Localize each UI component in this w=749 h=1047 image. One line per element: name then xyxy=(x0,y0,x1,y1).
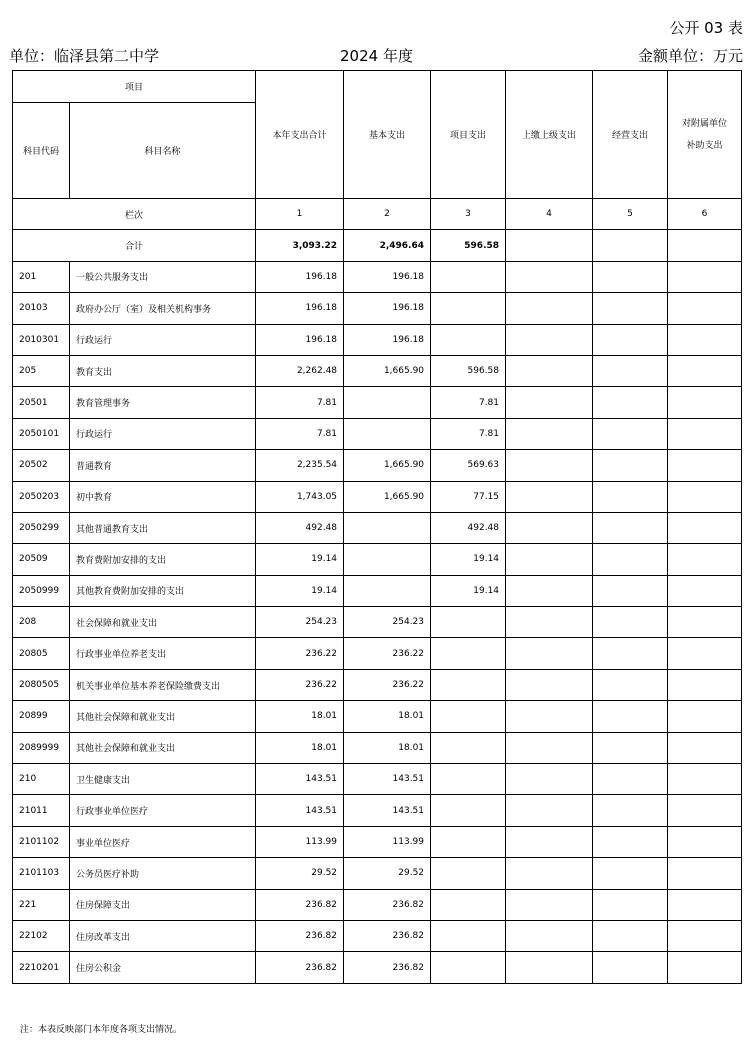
total-sum: 3,093.22 xyxy=(256,230,344,261)
row-upper xyxy=(506,512,593,543)
table-row xyxy=(13,387,742,418)
row-basic: 236.82 xyxy=(344,952,431,983)
row-subsidy xyxy=(668,764,742,795)
row-basic xyxy=(344,575,431,606)
row-basic: 143.51 xyxy=(344,795,431,826)
row-project xyxy=(431,669,506,700)
row-upper xyxy=(506,418,593,449)
row-total: 196.18 xyxy=(256,324,344,355)
row-basic xyxy=(344,544,431,575)
row-total: 196.18 xyxy=(256,293,344,324)
row-subsidy xyxy=(668,701,742,732)
row-total: 143.51 xyxy=(256,795,344,826)
row-name: 住房改革支出 xyxy=(70,920,256,951)
table-row xyxy=(13,324,742,355)
row-project xyxy=(431,638,506,669)
row-basic: 236.82 xyxy=(344,889,431,920)
row-total: 236.22 xyxy=(256,669,344,700)
row-project xyxy=(431,826,506,857)
row-basic: 254.23 xyxy=(344,607,431,638)
row-basic: 196.18 xyxy=(344,324,431,355)
table-row xyxy=(13,638,742,669)
row-code: 20501 xyxy=(13,387,70,418)
row-upper xyxy=(506,544,593,575)
row-code: 21011 xyxy=(13,795,70,826)
row-name: 行政运行 xyxy=(70,324,256,355)
row-operating xyxy=(593,575,668,606)
row-name: 其他社会保障和就业支出 xyxy=(70,701,256,732)
row-subsidy xyxy=(668,355,742,386)
row-name: 其他社会保障和就业支出 xyxy=(70,732,256,763)
row-operating xyxy=(593,450,668,481)
row-upper xyxy=(506,669,593,700)
table-row xyxy=(13,575,742,606)
row-operating xyxy=(593,324,668,355)
row-total: 143.51 xyxy=(256,764,344,795)
row-total: 492.48 xyxy=(256,512,344,543)
total-label: 合计 xyxy=(13,230,256,261)
row-project xyxy=(431,261,506,292)
table-row xyxy=(13,544,742,575)
header-project: 项目 xyxy=(13,71,256,103)
table-row xyxy=(13,732,742,763)
row-operating xyxy=(593,512,668,543)
row-project xyxy=(431,858,506,889)
row-total: 236.22 xyxy=(256,638,344,669)
table-row xyxy=(13,858,742,889)
row-code: 2050299 xyxy=(13,512,70,543)
table-row xyxy=(13,952,742,983)
row-project xyxy=(431,701,506,732)
row-operating xyxy=(593,952,668,983)
row-subsidy xyxy=(668,732,742,763)
total-basic: 2,496.64 xyxy=(344,230,431,261)
row-code: 2089999 xyxy=(13,732,70,763)
row-basic xyxy=(344,512,431,543)
row-upper xyxy=(506,826,593,857)
row-total: 254.23 xyxy=(256,607,344,638)
table-row xyxy=(13,261,742,292)
row-upper xyxy=(506,450,593,481)
row-code: 22102 xyxy=(13,920,70,951)
total-row xyxy=(13,230,742,261)
row-name: 机关事业单位基本养老保险缴费支出 xyxy=(70,669,256,700)
row-subsidy xyxy=(668,450,742,481)
total-upper xyxy=(506,230,593,261)
row-operating xyxy=(593,701,668,732)
row-total: 19.14 xyxy=(256,544,344,575)
row-total: 236.82 xyxy=(256,889,344,920)
row-name: 其他教育费附加安排的支出 xyxy=(70,575,256,606)
row-project xyxy=(431,952,506,983)
row-upper xyxy=(506,387,593,418)
row-name: 卫生健康支出 xyxy=(70,764,256,795)
row-operating xyxy=(593,355,668,386)
form-number: 公开 03 表 xyxy=(669,19,743,37)
row-operating xyxy=(593,418,668,449)
row-subsidy xyxy=(668,512,742,543)
row-basic xyxy=(344,387,431,418)
total-project: 596.58 xyxy=(431,230,506,261)
row-basic: 236.82 xyxy=(344,920,431,951)
row-upper xyxy=(506,261,593,292)
row-total: 236.82 xyxy=(256,952,344,983)
table-row xyxy=(13,418,742,449)
row-upper xyxy=(506,858,593,889)
row-basic: 113.99 xyxy=(344,826,431,857)
row-name: 初中教育 xyxy=(70,481,256,512)
row-total: 2,235.54 xyxy=(256,450,344,481)
table-row xyxy=(13,889,742,920)
row-upper xyxy=(506,607,593,638)
table-row xyxy=(13,450,742,481)
row-basic xyxy=(344,418,431,449)
row-upper xyxy=(506,481,593,512)
row-upper xyxy=(506,293,593,324)
row-subsidy xyxy=(668,387,742,418)
row-operating xyxy=(593,732,668,763)
row-basic: 1,665.90 xyxy=(344,481,431,512)
row-upper xyxy=(506,638,593,669)
expenditure-table xyxy=(12,70,742,984)
row-subsidy xyxy=(668,889,742,920)
table-row xyxy=(13,512,742,543)
row-basic: 236.22 xyxy=(344,669,431,700)
row-code: 221 xyxy=(13,889,70,920)
table-row xyxy=(13,355,742,386)
row-basic: 18.01 xyxy=(344,732,431,763)
total-subsidy xyxy=(668,230,742,261)
row-total: 18.01 xyxy=(256,732,344,763)
row-operating xyxy=(593,607,668,638)
row-project xyxy=(431,920,506,951)
row-basic: 18.01 xyxy=(344,701,431,732)
index-1: 1 xyxy=(256,199,344,230)
row-project xyxy=(431,324,506,355)
row-code: 2101103 xyxy=(13,858,70,889)
row-project: 7.81 xyxy=(431,418,506,449)
table-row xyxy=(13,481,742,512)
row-code: 205 xyxy=(13,355,70,386)
row-upper xyxy=(506,889,593,920)
row-name: 教育管理事务 xyxy=(70,387,256,418)
row-name: 住房保障支出 xyxy=(70,889,256,920)
table-row xyxy=(13,701,742,732)
row-project: 569.63 xyxy=(431,450,506,481)
row-project: 19.14 xyxy=(431,544,506,575)
row-operating xyxy=(593,669,668,700)
row-project xyxy=(431,795,506,826)
table-row xyxy=(13,920,742,951)
table-row xyxy=(13,795,742,826)
row-project: 77.15 xyxy=(431,481,506,512)
row-subsidy xyxy=(668,544,742,575)
row-operating xyxy=(593,858,668,889)
row-name: 行政事业单位养老支出 xyxy=(70,638,256,669)
row-total: 18.01 xyxy=(256,701,344,732)
header-subsidy xyxy=(668,71,742,199)
row-subsidy xyxy=(668,858,742,889)
row-name: 住房公积金 xyxy=(70,952,256,983)
row-basic: 29.52 xyxy=(344,858,431,889)
row-code: 2050203 xyxy=(13,481,70,512)
row-upper xyxy=(506,732,593,763)
row-code: 210 xyxy=(13,764,70,795)
row-code: 201 xyxy=(13,261,70,292)
index-5: 5 xyxy=(593,199,668,230)
row-total: 113.99 xyxy=(256,826,344,857)
row-subsidy xyxy=(668,575,742,606)
row-project: 7.81 xyxy=(431,387,506,418)
index-3: 3 xyxy=(431,199,506,230)
row-subsidy xyxy=(668,324,742,355)
row-operating xyxy=(593,795,668,826)
row-code: 2050999 xyxy=(13,575,70,606)
index-6: 6 xyxy=(668,199,742,230)
row-total: 7.81 xyxy=(256,418,344,449)
row-name: 社会保障和就业支出 xyxy=(70,607,256,638)
row-subsidy xyxy=(668,826,742,857)
row-code: 2080505 xyxy=(13,669,70,700)
row-upper xyxy=(506,324,593,355)
row-name: 公务员医疗补助 xyxy=(70,858,256,889)
row-subsidy xyxy=(668,920,742,951)
row-operating xyxy=(593,293,668,324)
row-total: 19.14 xyxy=(256,575,344,606)
row-basic: 1,665.90 xyxy=(344,450,431,481)
row-code: 20502 xyxy=(13,450,70,481)
row-project xyxy=(431,889,506,920)
amount-unit: 金额单位：万元 xyxy=(637,47,743,65)
row-operating xyxy=(593,826,668,857)
row-name: 一般公共服务支出 xyxy=(70,261,256,292)
row-subsidy xyxy=(668,481,742,512)
header-total: 本年支出合计 xyxy=(256,71,344,199)
index-4: 4 xyxy=(506,199,593,230)
row-basic: 236.22 xyxy=(344,638,431,669)
header-upper: 上缴上级支出 xyxy=(506,71,593,199)
row-subsidy xyxy=(668,418,742,449)
unit-label: 单位：临泽县第二中学 xyxy=(9,47,160,65)
footnote: 注：本表反映部门本年度各项支出情况。 xyxy=(20,1025,183,1035)
header-project-expense: 项目支出 xyxy=(431,71,506,199)
row-total: 196.18 xyxy=(256,261,344,292)
row-name: 政府办公厅（室）及相关机构事务 xyxy=(70,293,256,324)
row-upper xyxy=(506,920,593,951)
header-code: 科目代码 xyxy=(13,103,70,199)
row-upper xyxy=(506,795,593,826)
row-operating xyxy=(593,889,668,920)
row-project: 492.48 xyxy=(431,512,506,543)
row-total: 236.82 xyxy=(256,920,344,951)
header-subsidy-line1: 对附属单位 xyxy=(682,118,728,129)
row-operating xyxy=(593,261,668,292)
index-label: 栏次 xyxy=(13,199,256,230)
table-row xyxy=(13,764,742,795)
row-project xyxy=(431,293,506,324)
table-row xyxy=(13,826,742,857)
row-subsidy xyxy=(668,293,742,324)
table-row xyxy=(13,607,742,638)
row-project: 19.14 xyxy=(431,575,506,606)
row-total: 7.81 xyxy=(256,387,344,418)
row-operating xyxy=(593,764,668,795)
row-name: 教育支出 xyxy=(70,355,256,386)
row-subsidy xyxy=(668,669,742,700)
row-name: 其他普通教育支出 xyxy=(70,512,256,543)
index-2: 2 xyxy=(344,199,431,230)
row-subsidy xyxy=(668,261,742,292)
header-operating: 经营支出 xyxy=(593,71,668,199)
row-subsidy xyxy=(668,795,742,826)
row-code: 2210201 xyxy=(13,952,70,983)
row-code: 2101102 xyxy=(13,826,70,857)
row-operating xyxy=(593,544,668,575)
row-subsidy xyxy=(668,952,742,983)
row-basic: 143.51 xyxy=(344,764,431,795)
row-name: 事业单位医疗 xyxy=(70,826,256,857)
row-upper xyxy=(506,355,593,386)
row-upper xyxy=(506,701,593,732)
row-subsidy xyxy=(668,607,742,638)
row-code: 20509 xyxy=(13,544,70,575)
row-code: 2050101 xyxy=(13,418,70,449)
index-row xyxy=(13,199,742,230)
row-project xyxy=(431,607,506,638)
row-operating xyxy=(593,481,668,512)
row-basic: 196.18 xyxy=(344,293,431,324)
table-row xyxy=(13,293,742,324)
row-basic: 1,665.90 xyxy=(344,355,431,386)
row-name: 教育费附加安排的支出 xyxy=(70,544,256,575)
row-operating xyxy=(593,638,668,669)
row-name: 行政事业单位医疗 xyxy=(70,795,256,826)
row-code: 20103 xyxy=(13,293,70,324)
row-total: 1,743.05 xyxy=(256,481,344,512)
row-code: 2010301 xyxy=(13,324,70,355)
row-upper xyxy=(506,952,593,983)
row-project xyxy=(431,764,506,795)
total-operating xyxy=(593,230,668,261)
row-project xyxy=(431,732,506,763)
row-operating xyxy=(593,920,668,951)
header-basic: 基本支出 xyxy=(344,71,431,199)
row-total: 2,262.48 xyxy=(256,355,344,386)
row-subsidy xyxy=(668,638,742,669)
row-basic: 196.18 xyxy=(344,261,431,292)
row-upper xyxy=(506,575,593,606)
fiscal-year: 2024 年度 xyxy=(340,47,413,65)
table-row xyxy=(13,669,742,700)
row-operating xyxy=(593,387,668,418)
row-project: 596.58 xyxy=(431,355,506,386)
row-name: 行政运行 xyxy=(70,418,256,449)
row-name: 普通教育 xyxy=(70,450,256,481)
row-code: 20805 xyxy=(13,638,70,669)
row-upper xyxy=(506,764,593,795)
row-code: 20899 xyxy=(13,701,70,732)
row-code: 208 xyxy=(13,607,70,638)
header-subsidy-line2: 补助支出 xyxy=(686,140,723,151)
row-total: 29.52 xyxy=(256,858,344,889)
header-name: 科目名称 xyxy=(70,103,256,199)
